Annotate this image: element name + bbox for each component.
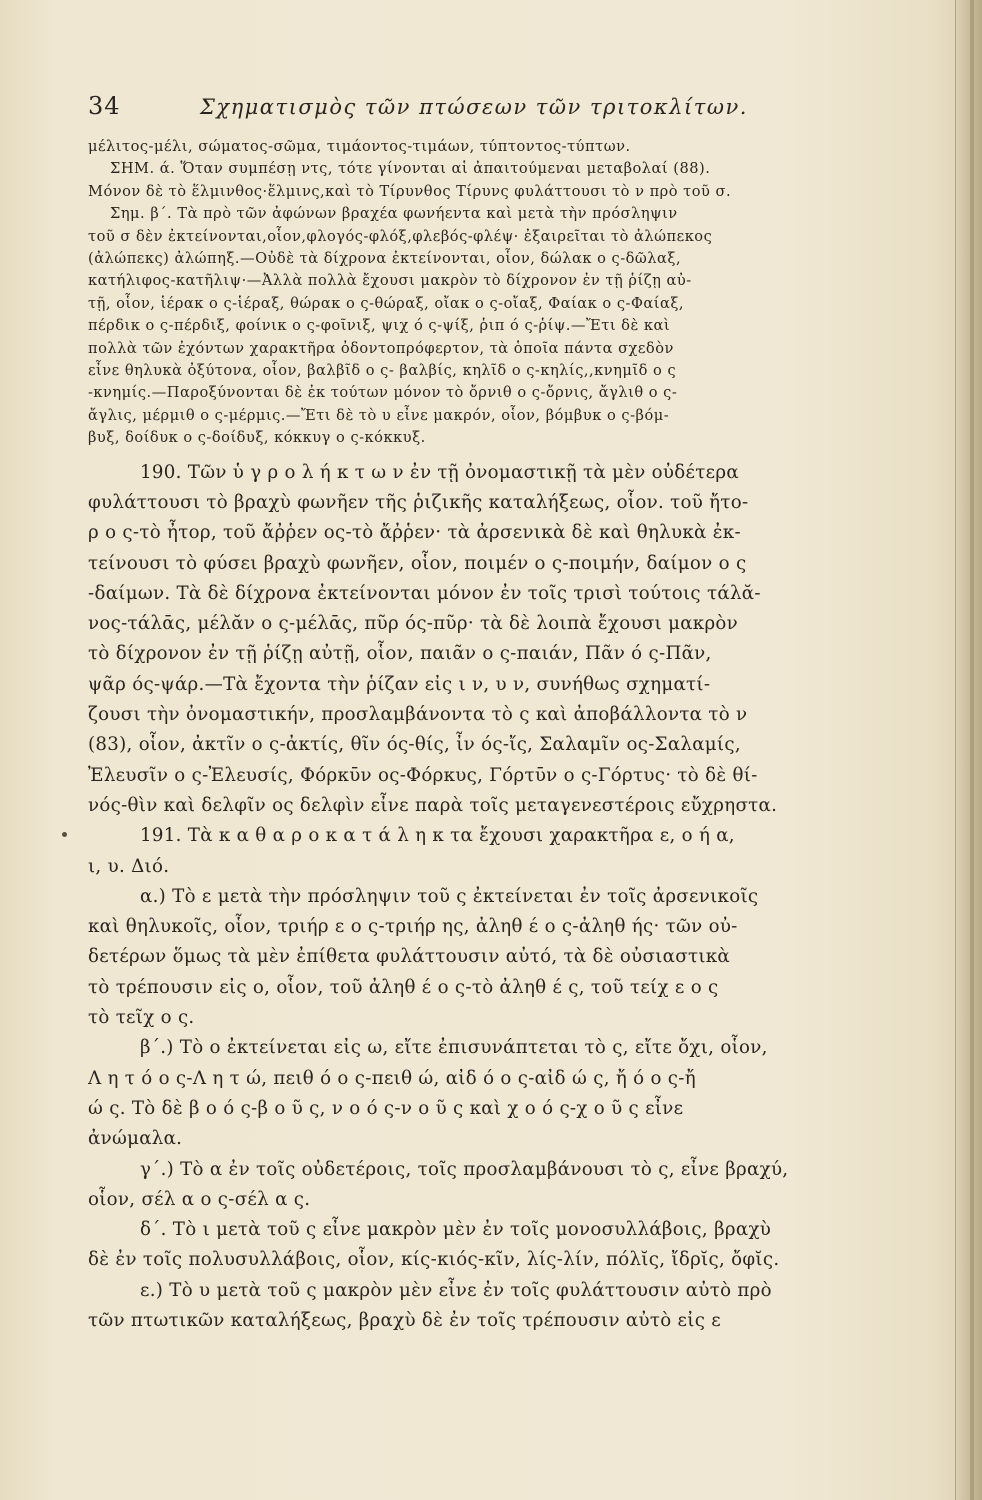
text-line: τὸ τεῖχ ο ς. (88, 1007, 195, 1029)
subsection-epsilon: ε.) Τὸ υ μετὰ τοῦ ς μακρὸν μὲν εἶνε ἐν τοῖς φυλάττουσιν αὐτὸ πρὸ (140, 1279, 772, 1301)
text-line: κατήλιφος-κατῆλιψ·—Ἀλλὰ πολλὰ ἔχουσι μακρὸν τὸ δίχρονον ἐν τῇ ῥίζῃ αὐ- (88, 272, 692, 290)
text-line: τῇ, οἷον, ἱέρακ ο ς-ἱέραξ, θώρακ ο ς-θώραξ, οἴακ ο ς-οἴαξ, Φαίακ ο ς-Φαίαξ, (88, 294, 685, 312)
text-line: πολλὰ τῶν ἐχόντων χαρακτῆρα ὀδοντοπρόφερτον, τὰ ὁποῖα πάντα σχεδὸν (88, 339, 674, 357)
text-line: (83), οἷον, ἀκτῖν ο ς-ἀκτίς, θῖν ός-θίς, ἶν ός-ἴς, Σαλαμῖν ος-Σαλαμίς, (88, 734, 741, 756)
page-header (88, 92, 898, 136)
subsection-alpha: α.) Τὸ ε μετὰ τὴν πρόσληψιν τοῦ ς ἐκτείνεται ἐν τοῖς ἀρσενικοῖς (140, 885, 759, 907)
text-line: ἄγλις, μέρμιθ ο ς-μέρμις.—Ἔτι δὲ τὸ υ εἶνε μακρόν, οἷον, βόμβυκ ο ς-βόμ- (88, 406, 670, 424)
page-number: 34 (88, 92, 121, 120)
text-line: οἷον, σέλ α ο ς-σέλ α ς. (88, 1188, 311, 1210)
ink-spot (62, 832, 67, 837)
text-line: ώ ς. Τὸ δὲ β ο ό ς-β ο ῦ ς, ν ο ό ς-ν ο ῦ ς καὶ χ ο ό ς-χ ο ῦ ς εἶνε (88, 1097, 684, 1119)
text-line: πέρδικ ο ς-πέρδιξ, φοίνικ ο ς-φοῖνιξ, ψιχ ό ς-ψίξ, ῥιπ ό ς-ῥίψ.—Ἔτι δὲ καὶ (88, 317, 671, 335)
text-line: νος-τάλᾱς, μέλᾰν ο ς-μέλᾱς, πῦρ ός-πῦρ· τὰ δὲ λοιπὰ ἔχουσι μακρὸν (88, 613, 739, 635)
text-line: Ἐλευσῖν ο ς-Ἐλευσίς, Φόρκῡν ος-Φόρκυς, Γόρτῡν ο ς-Γόρτυς· τὸ δὲ θί- (88, 764, 758, 786)
page-edge (955, 0, 982, 1500)
section-191-heading: 191. Τὰ κ α θ α ρ ο κ α τ ά λ η κ τα ἔχουσι χαρακτῆρα ε, ο ή α, (140, 825, 735, 847)
subsection-delta: δ΄. Τὸ ι μετὰ τοῦ ς εἶνε μακρὸν μὲν ἐν τοῖς μονοσυλλάβοις, βραχὺ (140, 1219, 772, 1241)
text-line: ΣΗΜ. ά. Ὅταν συμπέσῃ ντς, τότε γίνονται αἱ ἀπαιτούμεναι μεταβολαί (88). (110, 160, 711, 178)
page-edge-shadow (970, 0, 974, 1500)
text-line: ζουσι τὴν ὀνομαστικήν, προσλαμβάνοντα τὸ ς καὶ ἀποβάλλοντα τὸ ν (88, 704, 748, 726)
text-line: δὲ ἐν τοῖς πολυσυλλάβοις, οἷον, κίς-κιός-κῖν, λίς-λίν, πόλῐς, ἴδρῐς, ὄφῐς. (88, 1249, 780, 1271)
text-line: τὸ τρέπουσιν εἰς ο, οἷον, τοῦ ἀληθ έ ο ς-τὸ ἀληθ έ ς, τοῦ τείχ ε ο ς (88, 976, 719, 998)
text-line: ἀνώμαλα. (88, 1128, 183, 1150)
text-line: τῶν πτωτικῶν καταλήξεως, βραχὺ δὲ ἐν τοῖς τρέπουσιν αὐτὸ εἰς ε (88, 1310, 721, 1331)
small-print-notes (88, 136, 898, 450)
text-line: βυξ, δοίδυκ ο ς-δοίδυξ, κόκκυγ ο ς-κόκκυξ. (88, 429, 426, 447)
text-line: καὶ θηλυκοῖς, οἷον, τριήρ ε ο ς-τριήρ ης, ἀληθ έ ο ς-ἀληθ ής· τῶν οὐ- (88, 916, 738, 938)
subsection-gamma: γ΄.) Τὸ α ἐν τοῖς οὐδετέροις, τοῖς προσλαμβάνουσι τὸ ς, εἶνε βραχύ, (140, 1158, 789, 1180)
text-line: Μόνον δὲ τὸ ἕλμινθος·ἕλμινς,καὶ τὸ Τίρυνθος Τίρυνς φυλάττουσι τὸ ν πρὸ τοῦ σ. (88, 182, 732, 200)
text-line: Σημ. β΄. Τὰ πρὸ τῶν ἀφώνων βραχέα φωνήεντα καὶ μετὰ τὴν πρόσληψιν (110, 205, 678, 223)
text-line: (ἀλώπεκς) ἀλώπηξ.—Οὐδὲ τὰ δίχρονα ἐκτείνονται, οἷον, δώλακ ο ς-δῶλαξ, (88, 250, 682, 268)
running-title: Σχηματισμὸς τῶν πτώσεων τῶν τριτοκλίτων. (200, 95, 748, 119)
text-line: νός-θὶν καὶ δελφῖν ος δελφὶν εἶνε παρὰ τοῖς μεταγενεστέροις εὔχρηστα. (88, 794, 778, 816)
text-line: ρ ο ς-τὸ ἦτορ, τοῦ ἄῤῥεν ος-τὸ ἄῤῥεν· τὰ ἀρσενικὰ δὲ καὶ θηλυκὰ ἐκ- (88, 522, 741, 544)
text-line: -κνημίς.—Παροξύνονται δὲ ἐκ τούτων μόνον τὸ ὄρνιθ ο ς-ὄρνις, ἄγλιθ ο ς- (88, 384, 678, 402)
text-line: δετέρων ὅμως τὰ μὲν ἐπίθετα φυλάττουσιν αὐτό, τὰ δὲ οὐσιαστικὰ (88, 946, 731, 968)
text-line: τείνουσι τὸ φύσει βραχὺ φωνῆεν, οἷον, ποιμέν ο ς-ποιμήν, δαίμον ο ς (88, 552, 747, 574)
text-line: τοῦ σ δὲν ἐκτείνονται,οἷον,φλογός-φλόξ,φλεβός-φλέψ· ἐξαιρεῖται τὸ ἀλώπεκος (88, 227, 713, 245)
text-line: φυλάττουσι τὸ βραχὺ φωνῆεν τῆς ῥιζικῆς καταλήξεως, οἷον. τοῦ ἤτο- (88, 491, 749, 513)
text-line: τὸ δίχρονον ἐν τῇ ῥίζῃ αὐτῇ, οἷον, παιᾶν ο ς-παιάν, Πᾶν ό ς-Πᾶν, (88, 643, 712, 665)
section-190-heading: 190. Τῶν ὑ γ ρ ο λ ή κ τ ω ν ἐν τῇ ὀνομαστικῇ τὰ μὲν οὐδέτερα (140, 461, 739, 483)
text-line: -δαίμων. Τὰ δὲ δίχρονα ἐκτείνονται μόνον ἐν τοῖς τρισὶ τούτοις τάλᾰ- (88, 582, 761, 604)
main-text (88, 458, 898, 1337)
text-line: εἶνε θηλυκὰ ὀξύτονα, οἷον, βαλβῖδ ο ς- βαλβίς, κηλῖδ ο ς-κηλίς,,κνημῖδ ο ς (88, 362, 677, 380)
text-line: Λ η τ ό ο ς-Λ η τ ώ, πειθ ό ο ς-πειθ ώ, αἰδ ό ο ς-αἰδ ώ ς, ἤ ό ο ς-ἤ (88, 1067, 696, 1089)
subsection-beta: β΄.) Τὸ ο ἐκτείνεται εἰς ω, εἴτε ἐπισυνάπτεται τὸ ς, εἴτε ὄχι, οἷον, (140, 1037, 768, 1059)
text-line: ψᾶρ ός-ψάρ.—Τὰ ἔχοντα τὴν ῥίζαν εἰς ι ν, υ ν, συνήθως σχηματί- (88, 673, 711, 695)
text-line: ι, υ. Διό. (88, 855, 170, 877)
text-line: μέλιτος-μέλι, σώματος-σῶμα, τιμάοντος-τιμάων, τύπτοντος-τύπτων. (88, 138, 631, 155)
page-content (88, 92, 898, 1336)
